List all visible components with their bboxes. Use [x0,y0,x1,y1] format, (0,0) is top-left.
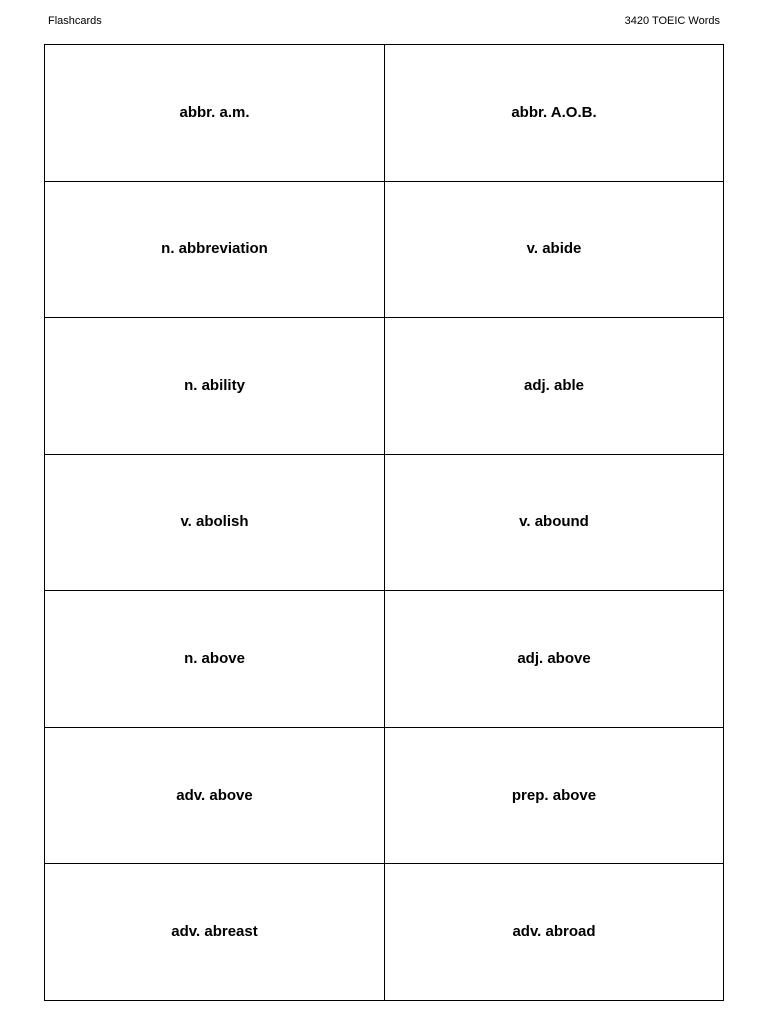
flashcard [385,591,724,728]
document-subtitle: 3420 TOEIC Words [624,15,720,27]
flashcard-term: v. abound [519,513,589,531]
flashcard-term: v. abide [526,240,582,258]
flashcard-term: prep. above [511,786,597,804]
flashcard-term: adj. above [517,650,591,668]
flashcard [385,728,724,865]
flashcard-term: adv. abroad [512,923,596,941]
flashcard [45,45,385,182]
flashcard [45,318,385,455]
flashcard-grid [44,44,724,1001]
flashcard-term: adv. above [176,786,253,804]
flashcard [385,45,724,182]
flashcard-term: v. abolish [180,513,249,531]
flashcard-term: abbr. a.m. [179,103,250,121]
flashcard-term: adj. able [523,376,585,394]
flashcard [385,182,724,319]
flashcard [45,728,385,865]
flashcard-term: adv. abreast [171,923,258,941]
flashcard [45,864,385,1001]
flashcard [385,318,724,455]
document-title: Flashcards [48,15,102,27]
flashcard [45,455,385,592]
flashcard [45,182,385,319]
flashcard-term: n. ability [184,376,245,394]
flashcard-term: abbr. A.O.B. [511,103,597,121]
flashcard [385,864,724,1001]
flashcard [45,591,385,728]
flashcard-term: n. abbreviation [161,240,268,258]
flashcard-term: n. above [184,650,245,668]
flashcard [385,455,724,592]
